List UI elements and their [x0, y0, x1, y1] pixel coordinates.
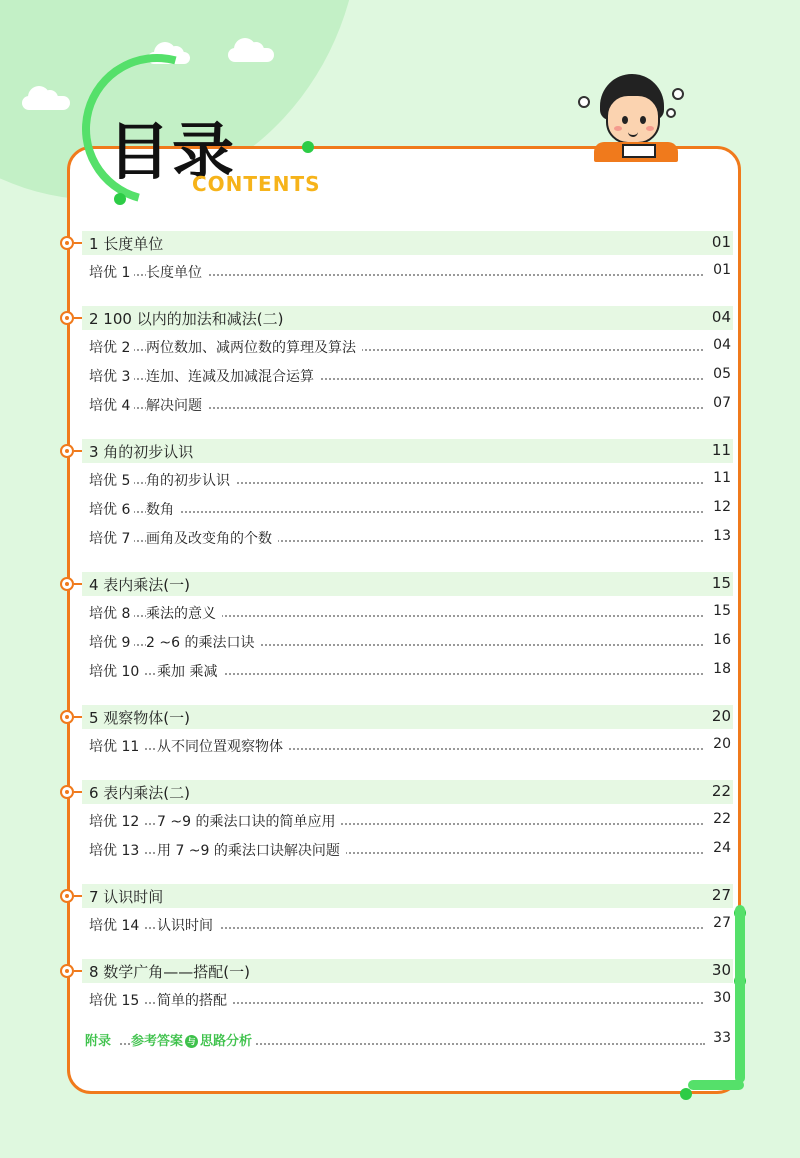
- chapter-gap: [60, 862, 735, 884]
- chapter-gap: [60, 937, 735, 959]
- lesson-title: 7 ~9 的乘法口诀的简单应用: [157, 811, 341, 831]
- lesson-number: 培优 2: [89, 337, 134, 357]
- lesson-row[interactable]: [60, 521, 735, 550]
- chapter-row[interactable]: [60, 572, 735, 596]
- lesson-title: 认识时间: [157, 915, 219, 935]
- chapter-bullet-icon: [60, 444, 74, 458]
- lesson-number: 培优 1: [89, 262, 134, 282]
- page-title: 目录: [108, 115, 237, 188]
- lesson-title: 简单的搭配: [157, 990, 233, 1010]
- chapter-page: 15: [711, 574, 731, 592]
- lesson-number: 培优 15: [89, 990, 143, 1010]
- chapter-title: 6 表内乘法(二): [89, 784, 191, 802]
- green-dot: [114, 193, 126, 205]
- table-of-contents: [60, 231, 735, 1012]
- cloud-icon: [22, 96, 70, 110]
- lesson-number: 培优 3: [89, 366, 134, 386]
- chapter-bullet-icon: [60, 785, 74, 799]
- lesson-page: 20: [713, 736, 731, 752]
- appendix-page: 33: [713, 1030, 731, 1046]
- lesson-row[interactable]: [60, 388, 735, 417]
- chapter-bullet-tick: [74, 583, 82, 585]
- chapter-bullet-icon: [60, 964, 74, 978]
- appendix-label: 附录: [85, 1030, 119, 1049]
- bubble-icon: [666, 108, 676, 118]
- lesson-number: 培优 9: [89, 632, 134, 652]
- lesson-page: 27: [713, 915, 731, 931]
- lesson-page: 04: [713, 337, 731, 353]
- chapter-page: 01: [711, 233, 731, 251]
- book-icon: [622, 144, 656, 158]
- chapter-page: 30: [711, 961, 731, 979]
- lesson-title: 乘法的意义: [146, 603, 222, 623]
- chapter-band: [82, 884, 733, 908]
- lesson-title: 两位数加、减两位数的算理及算法: [146, 337, 362, 357]
- lesson-title: 角的初步认识: [146, 470, 236, 490]
- chapter-row[interactable]: [60, 884, 735, 908]
- chapter-row[interactable]: [60, 306, 735, 330]
- chapter-page: 22: [711, 782, 731, 800]
- bottom-decoration-bar: [688, 1080, 744, 1090]
- lesson-page: 01: [713, 262, 731, 278]
- page-subtitle: CONTENTS: [192, 172, 321, 196]
- chapter-bullet-tick: [74, 791, 82, 793]
- chapter-bullet-tick: [74, 450, 82, 452]
- lesson-title: 数角: [146, 499, 180, 519]
- lesson-title: 用 7 ~9 的乘法口诀解决问题: [157, 840, 346, 860]
- lesson-number: 培优 12: [89, 811, 143, 831]
- lesson-row[interactable]: [60, 359, 735, 388]
- lesson-page: 16: [713, 632, 731, 648]
- lesson-number: 培优 10: [89, 661, 143, 681]
- lesson-number: 培优 11: [89, 736, 143, 756]
- lesson-row[interactable]: [60, 833, 735, 862]
- chapter-title: 1 长度单位: [89, 235, 164, 253]
- lesson-row[interactable]: [60, 255, 735, 284]
- lesson-title: 长度单位: [146, 262, 208, 282]
- chapter-title: 4 表内乘法(一): [89, 576, 191, 594]
- appendix-entry[interactable]: [85, 1030, 735, 1050]
- lesson-number: 培优 6: [89, 499, 134, 519]
- lesson-row[interactable]: [60, 625, 735, 654]
- chapter-bullet-tick: [74, 317, 82, 319]
- lesson-page: 11: [713, 470, 731, 486]
- lesson-page: 15: [713, 603, 731, 619]
- student-illustration: [586, 74, 682, 164]
- chapter-bullet-tick: [74, 970, 82, 972]
- chapter-row[interactable]: [60, 231, 735, 255]
- lesson-title: 画角及改变角的个数: [146, 528, 278, 548]
- lesson-row[interactable]: [60, 908, 735, 937]
- lesson-number: 培优 4: [89, 395, 134, 415]
- chapter-bullet-tick: [74, 242, 82, 244]
- lesson-page: 12: [713, 499, 731, 515]
- lesson-row[interactable]: [60, 463, 735, 492]
- lesson-number: 培优 14: [89, 915, 143, 935]
- side-decoration-bar: [735, 905, 745, 1083]
- chapter-page: 27: [711, 886, 731, 904]
- chapter-gap: [60, 550, 735, 572]
- chapter-bullet-icon: [60, 311, 74, 325]
- chapter-row[interactable]: [60, 705, 735, 729]
- chapter-title: 5 观察物体(一): [89, 709, 191, 727]
- chapter-bullet-icon: [60, 577, 74, 591]
- chapter-row[interactable]: [60, 439, 735, 463]
- chapter-gap: [60, 683, 735, 705]
- lesson-number: 培优 13: [89, 840, 143, 860]
- lesson-row[interactable]: [60, 492, 735, 521]
- lesson-number: 培优 8: [89, 603, 134, 623]
- chapter-bullet-tick: [74, 716, 82, 718]
- lesson-page: 24: [713, 840, 731, 856]
- green-dot: [680, 1088, 692, 1100]
- lesson-page: 05: [713, 366, 731, 382]
- green-dot: [302, 141, 314, 153]
- lesson-title: 2 ~6 的乘法口诀: [146, 632, 260, 652]
- lesson-page: 30: [713, 990, 731, 1006]
- lesson-title: 乘加 乘减: [157, 661, 223, 681]
- lesson-row[interactable]: [60, 983, 735, 1012]
- lesson-number: 培优 7: [89, 528, 134, 548]
- leader-dots: [89, 511, 703, 513]
- chapter-gap: [60, 417, 735, 439]
- lesson-row[interactable]: [60, 729, 735, 758]
- bubble-icon: [672, 88, 684, 100]
- chapter-row[interactable]: [60, 780, 735, 804]
- chapter-band: [82, 231, 733, 255]
- lesson-title: 连加、连减及加减混合运算: [146, 366, 320, 386]
- chapter-bullet-icon: [60, 236, 74, 250]
- appendix-title: 参考答案 与 思路分析: [131, 1030, 256, 1049]
- lesson-row[interactable]: [60, 596, 735, 625]
- chapter-gap: [60, 284, 735, 306]
- lesson-row[interactable]: [60, 804, 735, 833]
- chapter-title: 2 100 以内的加法和减法(二): [89, 310, 284, 328]
- lesson-page: 22: [713, 811, 731, 827]
- lesson-row[interactable]: [60, 654, 735, 683]
- chapter-page: 11: [711, 441, 731, 459]
- lesson-page: 07: [713, 395, 731, 411]
- connector-badge: 与: [185, 1035, 198, 1048]
- lesson-title: 从不同位置观察物体: [157, 736, 289, 756]
- chapter-title: 3 角的初步认识: [89, 443, 194, 461]
- chapter-bullet-tick: [74, 895, 82, 897]
- lesson-page: 13: [713, 528, 731, 544]
- cloud-icon: [228, 48, 274, 62]
- chapter-title: 8 数学广角——搭配(一): [89, 963, 251, 981]
- chapter-bullet-icon: [60, 710, 74, 724]
- lesson-page: 18: [713, 661, 731, 677]
- chapter-title: 7 认识时间: [89, 888, 164, 906]
- chapter-gap: [60, 758, 735, 780]
- chapter-bullet-icon: [60, 889, 74, 903]
- chapter-page: 20: [711, 707, 731, 725]
- chapter-page: 04: [711, 308, 731, 326]
- lesson-number: 培优 5: [89, 470, 134, 490]
- lesson-row[interactable]: [60, 330, 735, 359]
- bubble-icon: [578, 96, 590, 108]
- lesson-title: 解决问题: [146, 395, 208, 415]
- chapter-row[interactable]: [60, 959, 735, 983]
